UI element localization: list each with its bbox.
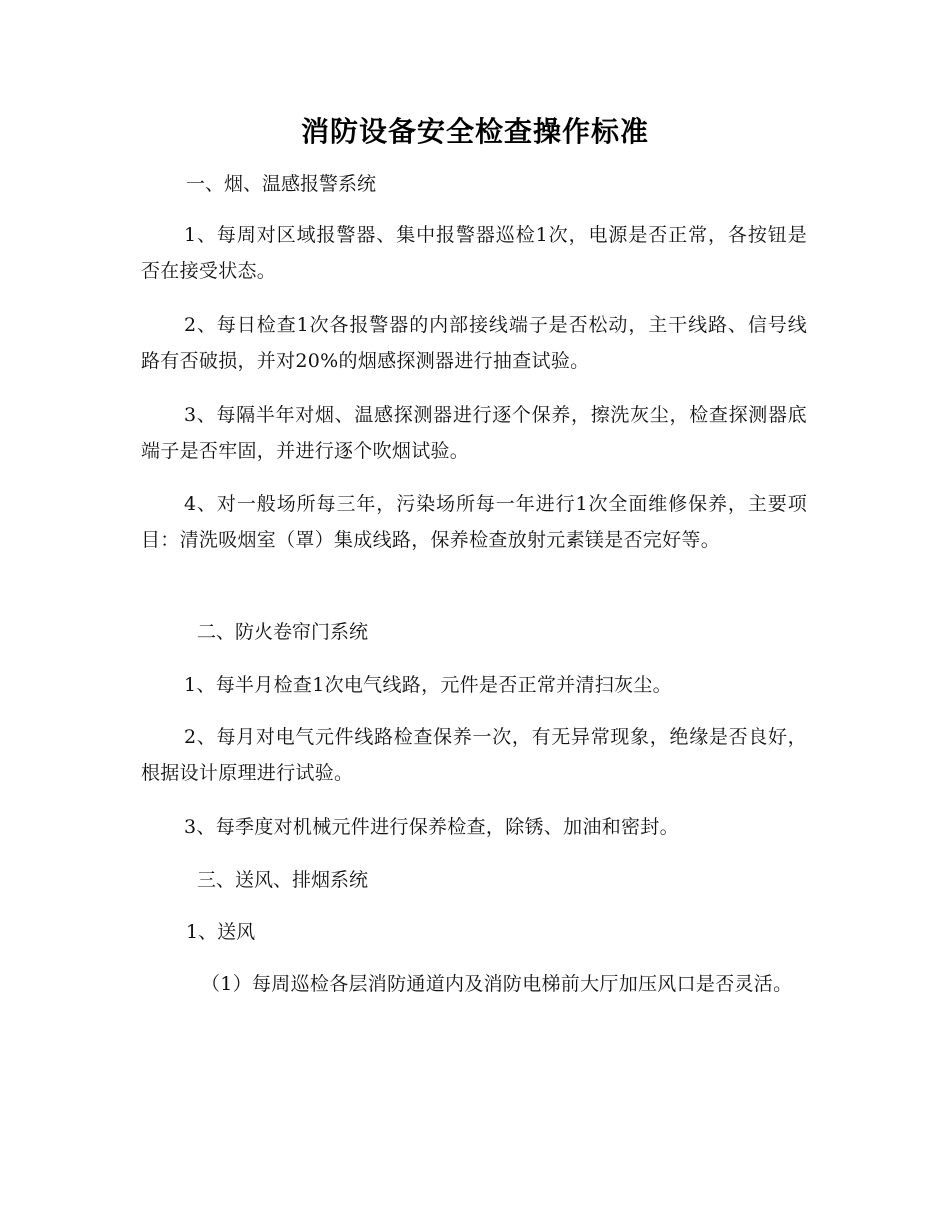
paragraph-alarm-item-1: 1、每周对区域报警器、集中报警器巡检1次，电源是否正常，各按钮是否在接受状态。 [141,224,807,282]
subheading-air-supply: 1、送风 [186,921,256,943]
document-title: 消防设备安全检查操作标准 [300,115,649,148]
paragraph-door-item-3: 3、每季度对机械元件进行保养检查，除锈、加油和密封。 [184,816,679,838]
paragraph-ventilation-item-1: （1）每周巡检各层消防通道内及消防电梯前大厅加压风口是否灵活。 [201,973,793,995]
paragraph-door-item-2: 2、每月对电气元件线路检查保养一次，有无异常现象，绝缘是否良好，根据设计原理进行试验。 [141,726,807,784]
paragraph-alarm-item-3: 3、每隔半年对烟、温感探测器进行逐个保养，擦洗灰尘，检查探测器底端子是否牢固，并进行逐个吹烟试验。 [141,404,807,462]
paragraph-door-item-1: 1、每半月检查1次电气线路，元件是否正常并清扫灰尘。 [184,674,672,696]
section-heading-ventilation: 三、送风、排烟系统 [197,869,369,891]
paragraph-alarm-item-2: 2、每日检查1次各报警器的内部接线端子是否松动，主干线路、信号线路有否破损，并对20%的烟感探测器进行抽查试验。 [141,314,807,372]
paragraph-alarm-item-4: 4、对一般场所每三年，污染场所每一年进行1次全面维修保养，主要项目：清洗吸烟室（罩）集成线路，保养检查放射元素镁是否完好等。 [141,493,807,551]
section-heading-rolling-door: 二、防火卷帘门系统 [197,621,369,643]
section-heading-alarm-system: 一、烟、温感报警系统 [186,173,377,195]
